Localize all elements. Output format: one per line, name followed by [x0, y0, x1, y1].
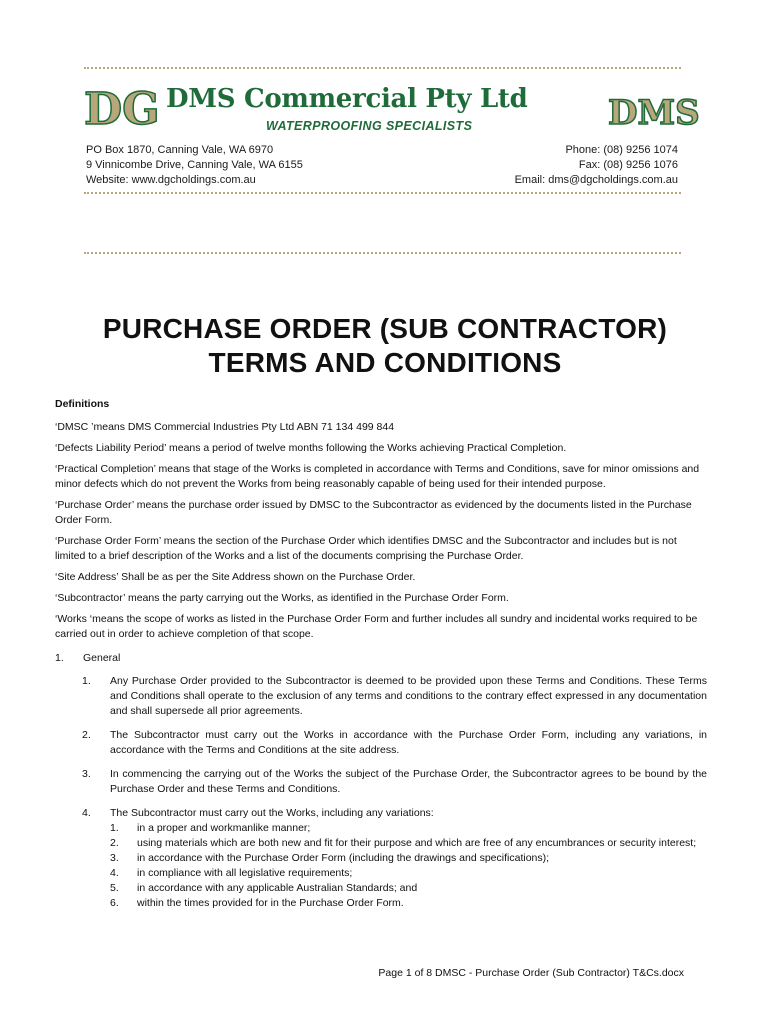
dms-logo-text: DMS	[608, 93, 700, 133]
letterhead-bottom-divider	[84, 252, 681, 254]
fax-line: Fax: (08) 9256 1076	[578, 159, 678, 171]
definition-item: ‘DMSC ’means DMS Commercial Industries Pty Ltd ABN 71 134 499 844	[55, 421, 395, 433]
sub-item-number: 4.	[110, 867, 119, 879]
clause-number: 4.	[82, 807, 91, 819]
document-body	[55, 397, 707, 911]
sub-item-number: 5.	[110, 882, 119, 894]
website-line[interactable]: Website: www.dgcholdings.com.au	[86, 174, 256, 186]
section-number: 1.	[55, 652, 64, 664]
sub-item-text: using materials which are both new and fit for their purpose and which are free of any encumbrances or security interest;	[137, 837, 697, 849]
definition-item: ‘Purchase Order Form’ means the section of the Purchase Order which identifies DMSC and the Subcontractor and includes but is not limited to a brief description of the Works and a list of the documents comprising the Purchase Order.	[55, 535, 677, 562]
clause-number: 1.	[82, 675, 91, 687]
address-line: 9 Vinnicombe Drive, Canning Vale, WA 6155	[86, 159, 303, 171]
clause-number: 2.	[82, 729, 91, 741]
clause	[82, 728, 707, 758]
sub-item-text: within the times provided for in the Purchase Order Form.	[137, 897, 404, 909]
phone-line: Phone: (08) 9256 1074	[565, 144, 678, 156]
definition-item: ‘Subcontractor’ means the party carrying out the Works, as identified in the Purchase Order Form.	[55, 592, 509, 604]
sub-item-number: 3.	[110, 852, 119, 864]
page-footer: Page 1 of 8 DMSC - Purchase Order (Sub Contractor) T&Cs.docx	[378, 967, 684, 979]
definition-item: ‘Works ‘means the scope of works as listed in the Purchase Order Form and further includes all sundry and incidental works required to be carried out in order to achieve completion of that scope.	[55, 613, 698, 640]
sub-item-text: in accordance with the Purchase Order Form (including the drawings and specifications);	[137, 852, 550, 864]
dms-logo	[608, 80, 700, 138]
document-title-line2: TERMS AND CONDITIONS	[208, 347, 562, 378]
definition-item: ‘Practical Completion’ means that stage of the Works is completed in accordance with Terms and Conditions, save for minor omissions and minor defects which do not prevent the Works from being reasonably capable of being used for their intended purpose.	[55, 463, 700, 490]
sub-item	[110, 851, 707, 866]
clause	[82, 767, 707, 797]
definitions-heading: Definitions	[55, 398, 110, 410]
clause-text: In commencing the carrying out of the Works the subject of the Purchase Order, the Subcontractor agrees to be bound by the Purchase Order and these Terms and Conditions.	[110, 768, 707, 795]
clause-number: 3.	[82, 768, 91, 780]
sub-item	[110, 836, 707, 851]
company-tagline: WATERPROOFING SPECIALISTS	[266, 119, 473, 133]
clause-text: Any Purchase Order provided to the Subcontractor is deemed to be provided upon these Terms and Conditions. These Terms and Conditions shall operate to the exclusion of any terms and conditions to the contrary effect expressed in any documentation and shall supersede all prior agreements.	[110, 675, 707, 717]
sub-item-number: 6.	[110, 897, 119, 909]
email-line[interactable]: Email: dms@dgcholdings.com.au	[514, 174, 678, 186]
section-heading	[55, 651, 707, 666]
clause	[82, 674, 707, 719]
section-title: General	[83, 652, 121, 664]
sub-item-text: in a proper and workmanlike manner;	[137, 822, 311, 834]
letterhead-divider	[84, 192, 681, 194]
dg-logo	[82, 80, 158, 138]
sub-item	[110, 896, 707, 911]
document-title-line1: PURCHASE ORDER (SUB CONTRACTOR)	[102, 313, 668, 344]
sub-item-text: in compliance with all legislative requirements;	[137, 867, 353, 879]
sub-item-number: 1.	[110, 822, 119, 834]
definition-item: ‘Defects Liability Period’ means a period of twelve months following the Works achieving Practical Completion.	[55, 442, 567, 454]
definition-item: ‘Site Address’ Shall be as per the Site Address shown on the Purchase Order.	[55, 571, 416, 583]
sub-item-number: 2.	[110, 837, 119, 849]
sub-item	[110, 821, 707, 836]
clause-text: The Subcontractor must carry out the Works, including any variations:	[110, 807, 434, 819]
clause-body	[110, 806, 707, 911]
sub-item	[110, 866, 707, 881]
definition-item: ‘Purchase Order’ means the purchase order issued by DMSC to the Subcontractor as evidenced by the documents listed in the Purchase Order Form.	[55, 499, 692, 526]
company-name: DMS Commercial Pty Ltd	[166, 84, 528, 114]
clause-text: The Subcontractor must carry out the Works in accordance with the Purchase Order Form, including any variations, in accordance with the Terms and Conditions at the site address.	[110, 729, 707, 756]
address-line: PO Box 1870, Canning Vale, WA 6970	[86, 144, 274, 156]
postal-address	[86, 143, 303, 188]
top-divider	[84, 67, 681, 69]
sub-item	[110, 881, 707, 896]
dg-logo-text: DG	[84, 84, 160, 135]
contact-details	[515, 143, 678, 188]
clause	[82, 806, 707, 911]
sub-item-text: in accordance with any applicable Australian Standards; and	[137, 882, 418, 894]
